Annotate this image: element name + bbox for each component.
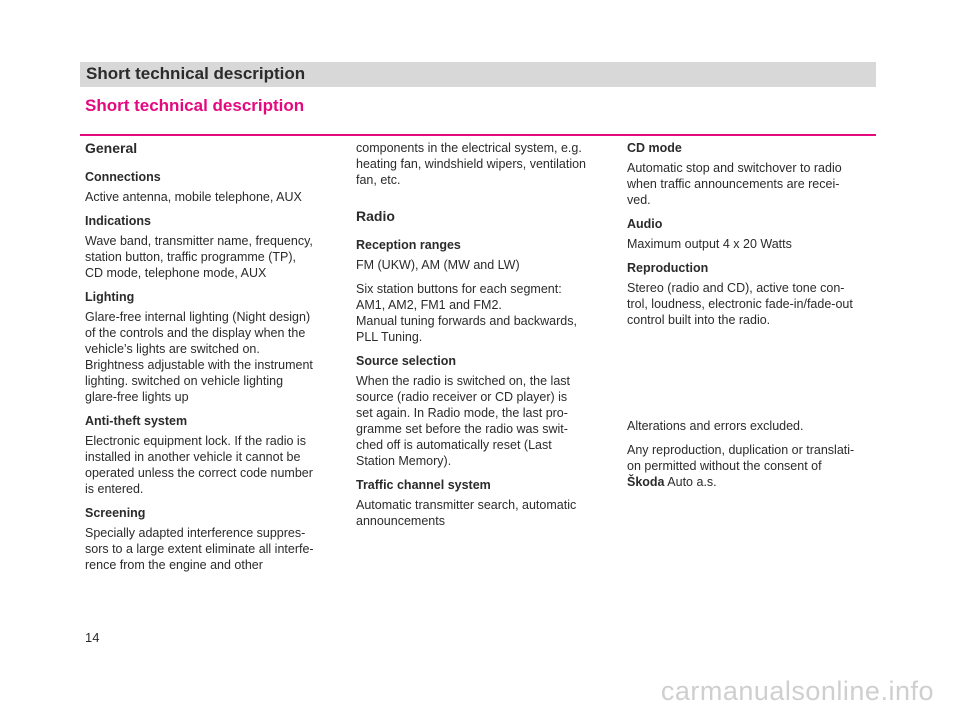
section-divider	[80, 134, 876, 136]
copyright-text: Any reproduction, duplication or translati- on permitted without the consent of	[627, 443, 855, 473]
page-number: 14	[85, 630, 100, 645]
column-left	[85, 140, 335, 581]
lighting-title: Lighting	[85, 290, 135, 304]
reproduction-text: Stereo (radio and CD), active tone con- trol, loudness, electronic fade-in/fade-out control built into the radio.	[627, 281, 853, 327]
screening-text: Specially adapted interference suppres- sors to a large extent eliminate all interfe- rence from the engine and other	[85, 526, 314, 572]
audio-title: Audio	[627, 217, 663, 231]
reception-text-2: Six station buttons for each segment: AM1, AM2, FM1 and FM2. Manual tuning forwards and backwards, PLL Tuning.	[356, 282, 577, 344]
copyright-brand: Škoda	[627, 475, 665, 489]
reception-title: Reception ranges	[356, 238, 461, 252]
traffic-text: Automatic transmitter search, automatic announcements	[356, 498, 577, 528]
alterations-note: Alterations and errors excluded.	[627, 419, 804, 433]
antitheft-title: Anti-theft system	[85, 414, 188, 428]
connections-text: Active antenna, mobile telephone, AUX	[85, 190, 302, 204]
section-title: Short technical description	[85, 96, 305, 115]
copyright-note	[627, 442, 877, 490]
screening-continued-text: components in the electrical system, e.g. heating fan, windshield wipers, ventilation fan, etc.	[356, 141, 586, 187]
watermark: carmanualsonline.info	[660, 676, 934, 706]
connections-title: Connections	[85, 170, 161, 184]
indications-text: Wave band, transmitter name, frequency, station button, traffic programme (TP), CD mode, telephone mode, AUX	[85, 234, 313, 280]
copyright-end: Auto a.s.	[664, 475, 717, 489]
source-text: When the radio is switched on, the last source (radio receiver or CD player) is set again. In Radio mode, the last pro- gramme set before the radio was swit- ched off is automatically reset (Last Station Memory).	[356, 374, 571, 468]
column-middle	[356, 140, 611, 537]
indications-title: Indications	[85, 214, 151, 228]
header-bar	[80, 62, 876, 87]
source-title: Source selection	[356, 354, 457, 368]
general-heading: General	[85, 140, 138, 156]
reception-text-1: FM (UKW), AM (MW and LW)	[356, 258, 520, 272]
screening-title: Screening	[85, 506, 146, 520]
audio-text: Maximum output 4 x 20 Watts	[627, 237, 792, 251]
traffic-title: Traffic channel system	[356, 478, 491, 492]
lighting-text: Glare-free internal lighting (Night design) of the controls and the display when the vehicle’s lights are switched on. Brightness adjustable with the instrument lighting. switched on vehicle lighting glare-free lights up	[85, 310, 313, 404]
cdmode-text: Automatic stop and switchover to radio when traffic announcements are recei- ved.	[627, 161, 842, 207]
radio-heading: Radio	[356, 208, 395, 224]
header-title: Short technical description	[86, 64, 306, 83]
column-right	[627, 140, 877, 498]
antitheft-text: Electronic equipment lock. If the radio is installed in another vehicle it cannot be operated unless the correct code number is entered.	[85, 434, 313, 496]
cdmode-title: CD mode	[627, 141, 682, 155]
reproduction-title: Reproduction	[627, 261, 709, 275]
